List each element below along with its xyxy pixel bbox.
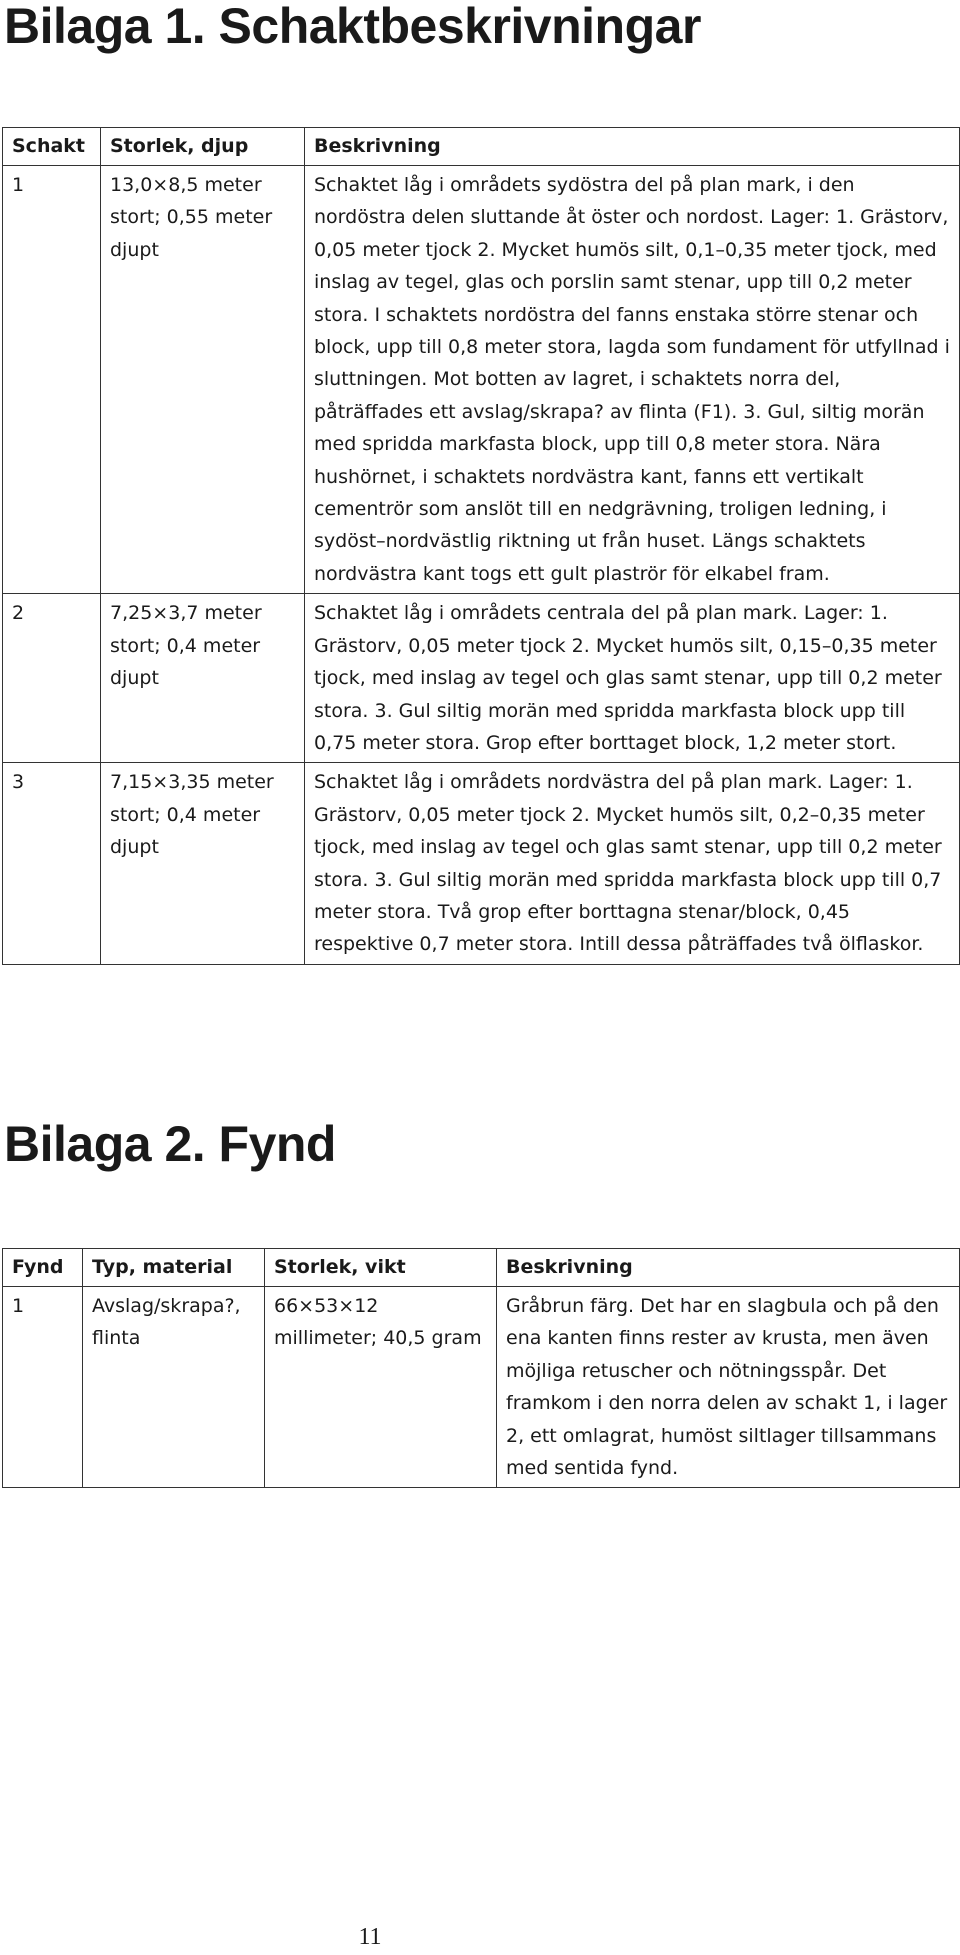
column-header-storlek-djup: Storlek, djup	[101, 128, 305, 166]
table-row	[3, 1287, 960, 1488]
schakt-table	[2, 127, 960, 965]
cell-schakt: 3	[3, 763, 101, 964]
column-header-storlek-vikt: Storlek, vikt	[265, 1249, 497, 1287]
page-number: 11	[358, 1924, 382, 1950]
table-row	[3, 594, 960, 763]
table-header-row	[3, 1249, 960, 1287]
cell-storlek: 13,0×8,5 meter stort; 0,55 meter djupt	[101, 166, 305, 594]
cell-beskrivning: Gråbrun färg. Det har en slagbula och på den ena kanten finns rester av krusta, men även möjliga retuscher och nötningsspår. Det framkom i den norra delen av schakt 1, i lager 2, ett omlagrat, humöst siltlager tillsammans med sentida fynd.	[497, 1287, 960, 1488]
page-title: Bilaga 1. Schaktbeskrivningar	[4, 0, 701, 54]
column-header-schakt: Schakt	[3, 128, 101, 166]
table-row	[3, 763, 960, 964]
cell-schakt: 2	[3, 594, 101, 763]
cell-beskrivning: Schaktet låg i områdets centrala del på plan mark. Lager: 1. Grästorv, 0,05 meter tjock 2. Mycket humös silt, 0,15–0,35 meter tjock, med inslag av tegel och glas samt stenar, upp till 0,2 meter stora. 3. Gul siltig morän med spridda markfasta block upp till 0,75 meter stora. Grop efter borttaget block, 1,2 meter stort.	[305, 594, 960, 763]
cell-storlek: 7,15×3,35 meter stort; 0,4 meter djupt	[101, 763, 305, 964]
cell-beskrivning: Schaktet låg i områdets nordvästra del på plan mark. Lager: 1. Grästorv, 0,05 meter tjock 2. Mycket humös silt, 0,2–0,35 meter tjock, med inslag av tegel och glas samt stenar, upp till 0,2 meter stora. 3. Gul siltig morän med spridda markfasta block upp till 0,7 meter stora. Två grop efter borttagna stenar/block, 0,45 respektive 0,7 meter stora. Intill dessa påträffades två ölflaskor.	[305, 763, 960, 964]
fynd-table	[2, 1248, 960, 1488]
section-title: Bilaga 2. Fynd	[4, 1116, 336, 1172]
cell-fynd: 1	[3, 1287, 83, 1488]
column-header-typ-material: Typ, material	[83, 1249, 265, 1287]
table-row	[3, 166, 960, 594]
column-header-beskrivning: Beskrivning	[305, 128, 960, 166]
cell-storlek-vikt: 66×53×12 millimeter; 40,5 gram	[265, 1287, 497, 1488]
cell-typ-material: Avslag/skrapa?, flinta	[83, 1287, 265, 1488]
cell-schakt: 1	[3, 166, 101, 594]
cell-beskrivning: Schaktet låg i områdets sydöstra del på plan mark, i den nordöstra delen sluttande åt öster och nordost. Lager: 1. Grästorv, 0,05 meter tjock 2. Mycket humös silt, 0,1–0,35 meter tjock, med inslag av tegel, glas och porslin samt stenar, upp till 0,2 meter stora. I schaktets nordöstra del fanns enstaka större stenar och block, upp till 0,8 meter stora, lagda som fundament för utfyllnad i sluttningen. Mot botten av lagret, i schaktets norra del, påträffades ett avslag/skrapa? av flinta (F1). 3. Gul, siltig morän med spridda markfasta block, upp till 0,8 meter stora. Nära hushörnet, i schaktets nordvästra kant, fanns ett vertikalt cementrör som anslöt till en nedgrävning, troligen ledning, i sydöst–nordvästlig riktning ut från huset. Längs schaktets nordvästra kant togs ett gult plaströr för elkabel fram.	[305, 166, 960, 594]
table-header-row	[3, 128, 960, 166]
column-header-fynd: Fynd	[3, 1249, 83, 1287]
column-header-beskrivning: Beskrivning	[497, 1249, 960, 1287]
cell-storlek: 7,25×3,7 meter stort; 0,4 meter djupt	[101, 594, 305, 763]
